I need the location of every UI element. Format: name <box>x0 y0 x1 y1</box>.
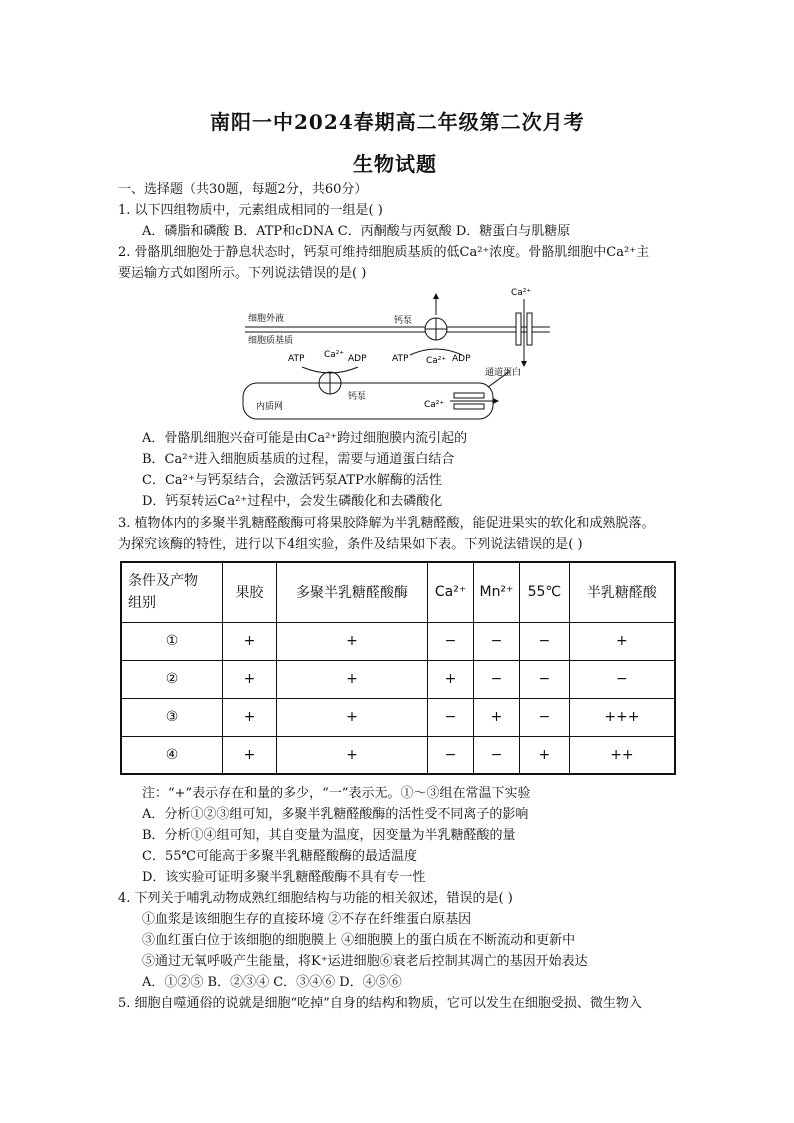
table-cell: + <box>569 622 675 660</box>
table-row <box>121 622 675 660</box>
er-channel-bottom <box>454 404 484 409</box>
table-group-cell: ② <box>121 660 223 698</box>
q2-stem-line1: 2. 骨骼肌细胞处于静息状态时，钙泵可维持细胞质基质的低Ca²⁺浓度。骨骼肌细胞中Ca²⁺主 <box>118 245 650 260</box>
er-pump-atp: ATP <box>288 354 305 364</box>
q2-option-b: B．Ca²⁺进入细胞质基质的过程，需要与通道蛋白结合 <box>142 452 455 467</box>
q3-option-a: A．分析①②③组可知，多聚半乳糖醛酸酶的活性受不同离子的影响 <box>142 807 529 822</box>
channel-label: 通道蛋白 <box>485 368 522 378</box>
extracellular-label: 细胞外液 <box>248 314 285 324</box>
table-cell: − <box>474 736 520 774</box>
table-cell: + <box>276 698 427 736</box>
q2-option-c: C．Ca²⁺与钙泵结合，会激活钙泵ATP水解酶的活性 <box>142 473 442 488</box>
q4-stem: 4. 下列关于哺乳动物成熟红细胞结构与功能的相关叙述，错误的是( ) <box>118 891 513 906</box>
table-group-cell: ③ <box>121 698 223 736</box>
table-cell: − <box>519 698 569 736</box>
table-row <box>121 698 675 736</box>
table-cell: + <box>223 660 277 698</box>
table-cell: + <box>428 660 474 698</box>
table-cell: − <box>474 622 520 660</box>
table-group-cell: ① <box>121 622 223 660</box>
table-cell: + <box>276 622 427 660</box>
q3-option-d: D．该实验可证明多聚半乳糖醛酸酶不具有专一性 <box>142 870 426 885</box>
channel-protein-right <box>527 313 532 345</box>
table-cell: + <box>276 736 427 774</box>
er-pump-label: 钙泵 <box>348 392 367 402</box>
q1-options: A．磷脂和磷酸 B．ATP和cDNA C．丙酮酸与丙氨酸 D．糖蛋白与肌糖原 <box>142 224 571 239</box>
page-title: 南阳一中2024春期高二年级第二次月考 <box>210 110 585 134</box>
er-pump-ca: Ca²⁺ <box>324 350 345 360</box>
experiment-table <box>120 561 676 775</box>
q2-option-a: A．骨骼肌细胞兴奋可能是由Ca²⁺跨过细胞膜内流引起的 <box>142 431 468 446</box>
table-cell: − <box>519 660 569 698</box>
er-channel-arrowhead <box>493 398 499 404</box>
q1-stem: 1. 以下四组物质中，元素组成相同的一组是( ) <box>118 203 383 218</box>
table-corner-top: 条件及产物 <box>128 573 198 590</box>
table-cell: − <box>569 660 675 698</box>
page-subtitle: 生物试题 <box>353 152 437 176</box>
section-heading: 一、选择题（共30题，每题2分，共60分） <box>118 182 368 197</box>
q3-option-c: C．55℃可能高于多聚半乳糖醛酸酶的最适温度 <box>142 849 418 864</box>
membrane-pump-ca: Ca²⁺ <box>426 356 447 366</box>
table-header-cell: 半乳糖醛酸 <box>569 562 675 622</box>
table-cell: + <box>223 698 277 736</box>
membrane-pump-label: 钙泵 <box>394 316 413 326</box>
membrane-pump-atp: ATP <box>392 354 409 364</box>
q4-options: A．①②⑤ B．②③④ C．③④⑥ D．④⑤⑥ <box>142 975 402 990</box>
table-header-cell: 多聚半乳糖醛酸酶 <box>276 562 427 622</box>
table-corner-cell <box>121 562 223 622</box>
q4-items-line2: ③血红蛋白位于该细胞的细胞膜上 ④细胞膜上的蛋白质在不断流动和更新中 <box>142 933 576 948</box>
table-corner-bottom: 组别 <box>128 595 156 612</box>
channel-flow-arrowhead <box>521 361 527 367</box>
table-header-cell: Mn²⁺ <box>474 562 520 622</box>
er-pump-adp: ADP <box>348 354 367 364</box>
table-cell: − <box>428 622 474 660</box>
q5-stem: 5. 细胞自噬通俗的说就是细胞“吃掉”自身的结构和物质，它可以发生在细胞受损、微生物入 <box>118 996 642 1011</box>
table-group-cell: ④ <box>121 736 223 774</box>
pump-out-arrowhead <box>433 293 439 299</box>
q2-option-d: D．钙泵转运Ca²⁺过程中，会发生磷酸化和去磷酸化 <box>142 494 443 509</box>
channel-protein-left <box>516 313 521 345</box>
q2-stem-line2: 要运输方式如图所示。下列说法错误的是( ) <box>118 266 367 281</box>
table-cell: +++ <box>569 698 675 736</box>
er-label: 内质网 <box>256 402 284 412</box>
q3-stem-line1: 3. 植物体内的多聚半乳糖醛酸酶可将果胶降解为半乳糖醛酸，能促进果实的软化和成熟脱落。 <box>118 516 655 531</box>
q3-note: 注：“+”表示存在和量的多少，“一”表示无。①～③组在常温下实验 <box>142 786 531 801</box>
table-cell: − <box>474 660 520 698</box>
table-cell: + <box>223 736 277 774</box>
table-row <box>121 660 675 698</box>
table-header-cell: Ca²⁺ <box>428 562 474 622</box>
q3-option-b: B．分析①④组可知，其自变量为温度，因变量为半乳糖醛酸的量 <box>142 828 516 843</box>
table-cell: ++ <box>569 736 675 774</box>
table-cell: + <box>474 698 520 736</box>
q4-items-line1: ①血浆是该细胞生存的直接环境 ②不存在纤维蛋白原基因 <box>142 912 472 927</box>
calcium-transport-diagram <box>240 285 560 425</box>
er-channel-top <box>454 393 484 398</box>
table-cell: − <box>428 736 474 774</box>
table-row <box>121 736 675 774</box>
er-channel-ca: Ca²⁺ <box>424 400 445 410</box>
table-cell: + <box>276 660 427 698</box>
channel-ca-label: Ca²⁺ <box>511 288 532 298</box>
membrane-pump-adp: ADP <box>452 354 471 364</box>
table-cell: + <box>519 736 569 774</box>
q3-stem-line2: 为探究该酶的特性，进行以下4组实验，条件及结果如下表。下列说法错误的是( ) <box>118 537 583 552</box>
q4-items-line3: ⑤通过无氧呼吸产生能量，将K⁺运进细胞⑥衰老后控制其凋亡的基因开始表达 <box>142 954 588 969</box>
table-cell: − <box>519 622 569 660</box>
table-header-cell: 55℃ <box>519 562 569 622</box>
table-header-cell: 果胶 <box>223 562 277 622</box>
cytoplasm-label: 细胞质基质 <box>248 336 294 346</box>
table-header-row <box>121 562 675 622</box>
table-cell: + <box>223 622 277 660</box>
table-cell: − <box>428 698 474 736</box>
